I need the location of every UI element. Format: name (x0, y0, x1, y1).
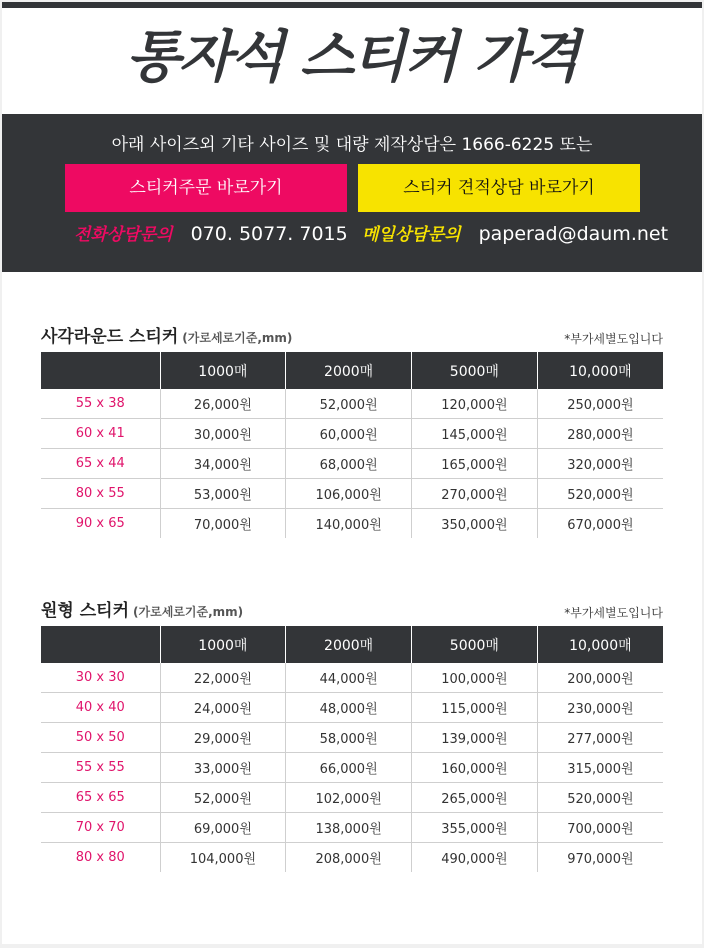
price-cell: 120,000원 (412, 389, 538, 419)
table-row (41, 389, 663, 419)
mail-contact (362, 220, 668, 248)
size-cell: 55 x 38 (41, 389, 160, 419)
size-cell: 90 x 65 (75, 516, 125, 531)
price-cell: 66,000원 (286, 753, 412, 783)
price-cell: 230,000원 (537, 693, 663, 723)
header-cell: 1000매 (160, 626, 286, 663)
header-cell: 10,000매 (537, 352, 663, 389)
section-subtitle: (가로세로기준,mm) (133, 605, 244, 619)
table-row (41, 813, 663, 843)
price-cell: 277,000원 (537, 723, 663, 753)
table-row (41, 419, 663, 449)
price-cell: 106,000원 (286, 479, 412, 509)
table-row (41, 843, 663, 873)
price-cell: 52,000원 (286, 389, 412, 419)
price-cell: 29,000원 (160, 723, 286, 753)
price-cell: 140,000원 (286, 509, 412, 539)
header-cell: 5000매 (412, 626, 538, 663)
size-cell: 80 x 80 (75, 850, 125, 865)
price-cell: 33,000원 (160, 753, 286, 783)
header-cell: 10,000매 (537, 626, 663, 663)
price-cell: 320,000원 (537, 449, 663, 479)
price-cell: 52,000원 (160, 783, 286, 813)
price-cell: 22,000원 (160, 663, 286, 693)
size-cell: 55 x 55 (41, 753, 160, 783)
section-header (41, 320, 663, 352)
size-cell: 65 x 44 (41, 449, 160, 479)
price-cell: 250,000원 (537, 389, 663, 419)
section-title-text: 사각라운드 스티커 (41, 327, 179, 347)
price-cell: 60,000원 (286, 419, 412, 449)
table-row (41, 509, 663, 539)
price-cell: 58,000원 (286, 723, 412, 753)
price-cell: 520,000원 (537, 783, 663, 813)
price-cell: 160,000원 (412, 753, 538, 783)
vat-note: *부가세별도입니다 (564, 332, 663, 346)
price-cell: 30,000원 (160, 419, 286, 449)
table-row (41, 783, 663, 813)
size-cell: 65 x 65 (41, 783, 160, 813)
price-cell: 280,000원 (537, 419, 663, 449)
price-cell: 70,000원 (160, 509, 286, 539)
price-cell: 68,000원 (286, 449, 412, 479)
price-cell: 315,000원 (537, 753, 663, 783)
top-bar (2, 2, 702, 8)
size-cell: 70 x 70 (41, 813, 160, 843)
section-title (41, 596, 243, 621)
table-row (41, 663, 663, 693)
price-cell: 700,000원 (537, 813, 663, 843)
price-cell: 270,000원 (412, 479, 538, 509)
size-cell: 50 x 50 (41, 723, 160, 753)
table-row (41, 723, 663, 753)
header-cell (41, 352, 160, 389)
price-cell: 69,000원 (160, 813, 286, 843)
table-header-row (41, 626, 663, 663)
contact-band (2, 114, 702, 272)
header-cell: 2000매 (286, 352, 412, 389)
phone-number[interactable]: 070. 5077. 7015 (190, 223, 348, 245)
price-table (41, 626, 663, 872)
price-cell: 104,000원 (160, 843, 286, 873)
phone-contact (74, 220, 348, 248)
price-cell: 138,000원 (286, 813, 412, 843)
price-cell: 115,000원 (412, 693, 538, 723)
price-cell: 208,000원 (286, 843, 412, 873)
sticker-quote-button[interactable]: 스티커 견적상담 바로가기 (358, 164, 640, 212)
price-cell: 145,000원 (412, 419, 538, 449)
price-cell: 139,000원 (412, 723, 538, 753)
price-cell: 53,000원 (160, 479, 286, 509)
square-round-sticker-section (41, 320, 663, 538)
price-cell: 24,000원 (160, 693, 286, 723)
section-title (41, 322, 292, 347)
size-cell: 80 x 55 (41, 479, 160, 509)
section-title-text: 원형 스티커 (41, 601, 130, 621)
size-cell: 60 x 41 (41, 419, 160, 449)
circle-sticker-section (41, 594, 663, 872)
table-header-row (41, 352, 663, 389)
price-cell: 102,000원 (286, 783, 412, 813)
price-cell: 26,000원 (160, 389, 286, 419)
price-cell: 34,000원 (160, 449, 286, 479)
size-cell: 30 x 30 (41, 663, 160, 693)
header-cell (41, 626, 160, 663)
table-row (41, 479, 663, 509)
table-row (41, 693, 663, 723)
header-cell: 2000매 (286, 626, 412, 663)
size-cell: 40 x 40 (41, 693, 160, 723)
header-cell: 5000매 (412, 352, 538, 389)
mail-address[interactable]: paperad@daum.net (478, 223, 669, 245)
price-cell: 670,000원 (537, 509, 663, 539)
page (2, 2, 702, 944)
price-cell: 200,000원 (537, 663, 663, 693)
price-cell: 48,000원 (286, 693, 412, 723)
price-table (41, 352, 663, 538)
page-title: 통자석 스티커 가격 (126, 25, 578, 90)
sticker-order-button[interactable]: 스티커주문 바로가기 (65, 164, 347, 212)
phone-label: 전화상담문의 (74, 225, 173, 245)
price-cell: 350,000원 (412, 509, 538, 539)
mail-label: 메일상담문의 (362, 225, 461, 245)
section-subtitle: (가로세로기준,mm) (182, 331, 293, 345)
table-row (41, 449, 663, 479)
price-cell: 100,000원 (412, 663, 538, 693)
vat-note: *부가세별도입니다 (564, 606, 663, 620)
consult-notice: 아래 사이즈외 기타 사이즈 및 대량 제작상담은 1666-6225 또는 (111, 135, 593, 155)
table-row (41, 753, 663, 783)
header-cell: 1000매 (160, 352, 286, 389)
price-cell: 490,000원 (412, 843, 538, 873)
price-cell: 165,000원 (412, 449, 538, 479)
price-cell: 970,000원 (537, 843, 663, 873)
price-cell: 355,000원 (412, 813, 538, 843)
price-cell: 265,000원 (412, 783, 538, 813)
price-cell: 44,000원 (286, 663, 412, 693)
price-cell: 520,000원 (537, 479, 663, 509)
section-header (41, 594, 663, 626)
